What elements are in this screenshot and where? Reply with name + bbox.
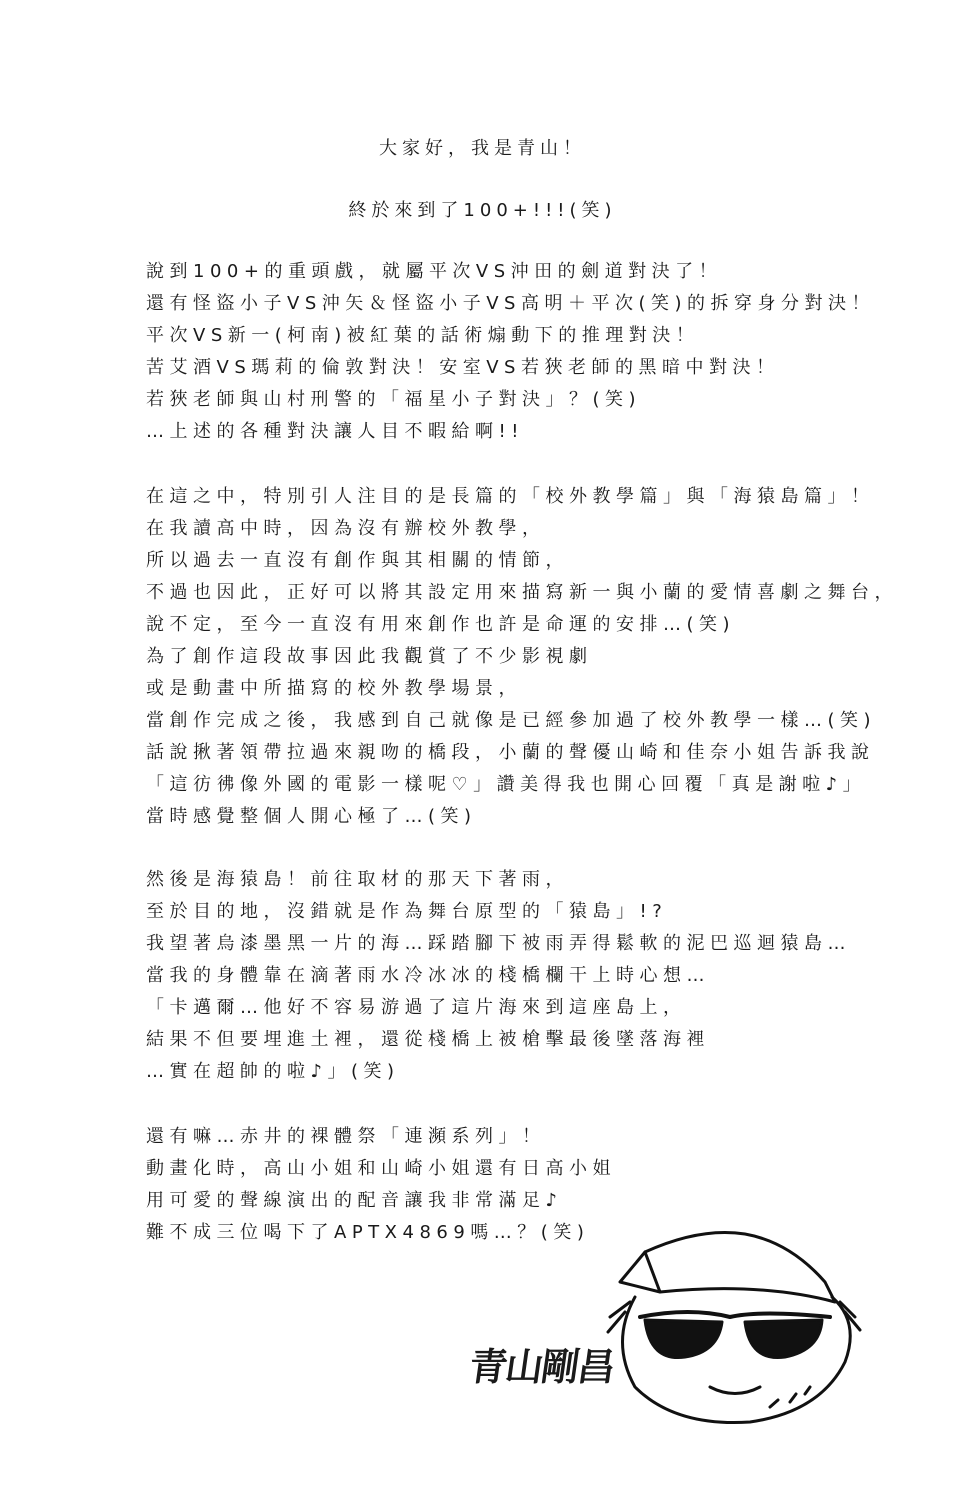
text-line: 還有怪盜小子VS沖矢＆怪盜小子VS高明＋平次(笑)的拆穿身分對決！ bbox=[146, 293, 876, 314]
greeting: 大家好，我是青山！ bbox=[379, 138, 586, 159]
text-line: 話說揪著領帶拉過來親吻的橋段，小蘭的聲優山崎和佳奈小姐告訴我說 bbox=[146, 742, 875, 763]
text-line: 說不定，至今一直沒有用來創作也許是命運的安排…(笑) bbox=[146, 614, 736, 635]
text-line: 不過也因此，正好可以將其設定用來描寫新一與小蘭的愛情喜劇之舞台， bbox=[146, 582, 898, 603]
paragraph-1 bbox=[146, 256, 876, 448]
text-line: 至於目的地，沒錯就是作為舞台原型的「猿島」!? bbox=[146, 901, 668, 922]
paragraph-2 bbox=[146, 481, 898, 833]
text-line: 還有嘛…赤井的裸體祭「連瀕系列」！ bbox=[146, 1126, 546, 1147]
text-line: 平次VS新一(柯南)被紅葉的話術煽動下的推理對決！ bbox=[146, 325, 700, 346]
text-line: …實在超帥的啦♪」(笑) bbox=[146, 1061, 400, 1082]
subtitle: 終於來到了100+!!!(笑) bbox=[348, 200, 617, 221]
text-line: 當我的身體靠在滴著雨水冷冰冰的棧橋欄干上時心想… bbox=[146, 965, 710, 986]
text-line: 或是動畫中所描寫的校外教學場景， bbox=[146, 678, 522, 699]
text-line: 我望著烏漆墨黑一片的海…踩踏腳下被雨弄得鬆軟的泥巴巡迴猿島… bbox=[146, 933, 851, 954]
text-line: 難不成三位喝下了APTX4869嗎…？(笑) bbox=[146, 1222, 590, 1243]
text-line: 苦艾酒VS瑪莉的倫敦對決！安室VS若狹老師的黑暗中對決！ bbox=[146, 357, 780, 378]
text-line: 若狹老師與山村刑警的「福星小子對決」？(笑) bbox=[146, 389, 642, 410]
signature: 青山剛昌 bbox=[466, 1344, 617, 1389]
text-line: 結果不但要埋進土裡，還從棧橋上被槍擊最後墜落海裡 bbox=[146, 1029, 710, 1050]
paragraph-3 bbox=[146, 864, 866, 1088]
text-line: 用可愛的聲線演出的配音讓我非常滿足♪ bbox=[146, 1190, 563, 1211]
text-line: 說到100+的重頭戲，就屬平次VS沖田的劍道對決了！ bbox=[146, 261, 723, 282]
text-line: 當時感覺整個人開心極了…(笑) bbox=[146, 806, 477, 827]
text-line: 當創作完成之後，我感到自己就像是已經參加過了校外教學一樣…(笑) bbox=[146, 710, 877, 731]
text-line: 在我讀高中時，因為沒有辦校外教學， bbox=[146, 518, 546, 539]
text-line: 所以過去一直沒有創作與其相關的情節， bbox=[146, 550, 569, 571]
text-line: 「卡邁爾…他好不容易游過了這片海來到這座島上， bbox=[146, 997, 687, 1018]
text-line: …上述的各種對決讓人目不暇給啊!! bbox=[146, 421, 524, 442]
text-line: 「這彷彿像外國的電影一樣呢♡」讚美得我也開心回覆「真是謝啦♪」 bbox=[146, 774, 867, 795]
text-line: 動畫化時，高山小姐和山崎小姐還有日高小姐 bbox=[146, 1158, 616, 1179]
text-line: 在這之中，特別引人注目的是長篇的「校外教學篇」與「海猿島篇」！ bbox=[146, 486, 875, 507]
text-line: 為了創作這段故事因此我觀賞了不少影視劇 bbox=[146, 646, 593, 667]
text-line: 然後是海猿島！前往取材的那天下著雨， bbox=[146, 869, 569, 890]
